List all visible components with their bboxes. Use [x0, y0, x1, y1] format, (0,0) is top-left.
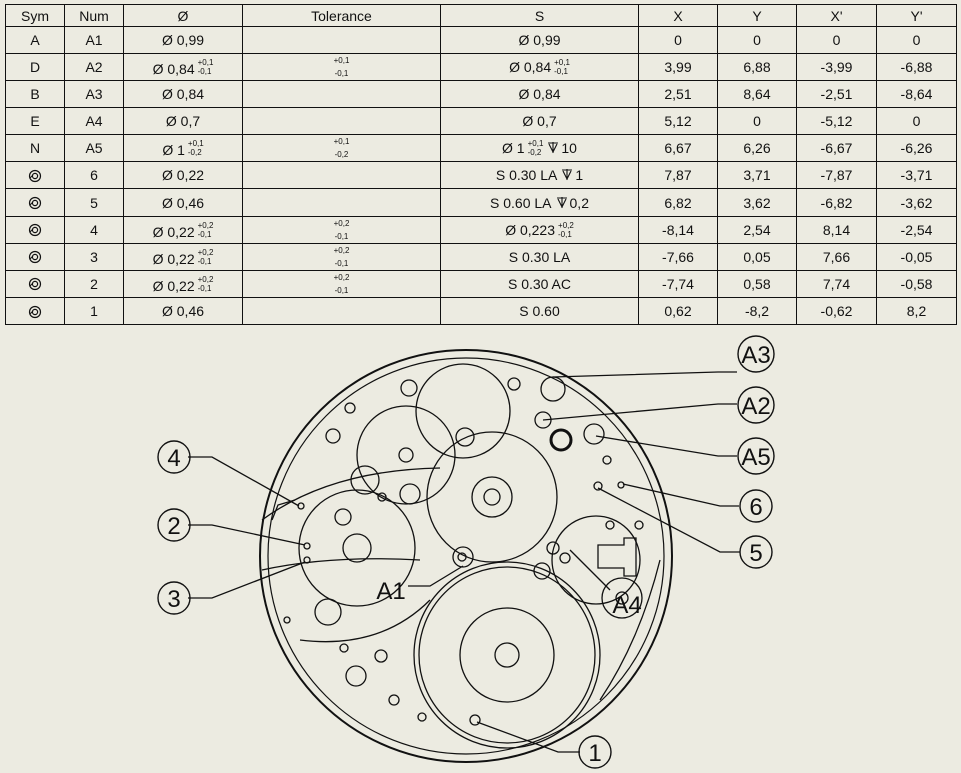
leader-a3 [553, 372, 737, 377]
diameter-value: Ø 0,22 [152, 223, 195, 240]
cell-x: 5,12 [639, 108, 718, 135]
sym-letter: E [30, 113, 40, 130]
tol-upper: +0,1 [187, 139, 204, 149]
leader-a4 [570, 550, 610, 590]
hole-a1 [453, 547, 473, 567]
diameter-value: Ø 0,99 [161, 32, 205, 49]
callout-5-label: 5 [749, 540, 763, 567]
hole-misc-11 [635, 521, 643, 529]
s-value: S 0.60 LA [490, 194, 552, 211]
cell-x: 6,82 [639, 189, 718, 216]
cell-num: 4 [65, 216, 124, 243]
hole-misc-22 [335, 509, 351, 525]
hole-misc-4 [351, 466, 379, 494]
cell-y: 6,88 [718, 54, 797, 81]
s-depth: 0,2 [569, 194, 589, 211]
hole-misc-16 [346, 666, 366, 686]
s-value: S 0.30 LA [495, 167, 558, 184]
leader-a2 [543, 404, 737, 420]
sym-letter: B [30, 86, 40, 103]
diameter-value: Ø 0,22 [161, 167, 205, 184]
tol-lower: -0,2 [187, 148, 202, 158]
leader-3 [188, 562, 305, 598]
callout-a5-label: A5 [741, 444, 771, 471]
cell-y-prime: -0,05 [877, 243, 957, 270]
diameter-value: Ø 0,7 [165, 113, 201, 130]
wheel-large-bottom-pivot [495, 643, 519, 667]
s-value: Ø 0,99 [518, 32, 561, 49]
tol-upper: +0,1 [527, 139, 544, 149]
cell-x-prime: -3,99 [797, 54, 877, 81]
cell-x-prime: 8,14 [797, 216, 877, 243]
cell-x-prime: -5,12 [797, 108, 877, 135]
hole-misc-17 [375, 650, 387, 662]
cell-x-prime: 0 [797, 27, 877, 54]
s-value: Ø 0,84 [518, 86, 561, 103]
hole-misc-10 [603, 456, 611, 464]
cell-x: 0 [639, 27, 718, 54]
hole-2 [304, 543, 310, 549]
cell-y-prime: -6,26 [877, 135, 957, 162]
hole-misc-20 [284, 617, 290, 623]
s-value: Ø 1 [502, 140, 525, 157]
cell-x-prime: -6,82 [797, 189, 877, 216]
header-sym: Sym [6, 5, 65, 27]
tol-upper: +0,1 [197, 58, 214, 68]
cell-y: 3,71 [718, 162, 797, 189]
cell-x-prime: 7,74 [797, 270, 877, 297]
hole-misc-18 [340, 644, 348, 652]
cell-x-prime: -7,87 [797, 162, 877, 189]
hole-misc-6 [400, 484, 420, 504]
cell-y: 0,05 [718, 243, 797, 270]
cell-x-prime: -0,62 [797, 297, 877, 324]
cell-num: 3 [65, 243, 124, 270]
tol-upper: +0,2 [333, 245, 350, 255]
tol-lower: -0,1 [197, 283, 212, 293]
cell-y-prime: -6,88 [877, 54, 957, 81]
tol-upper: +0,2 [197, 220, 214, 230]
cell-y: 2,54 [718, 216, 797, 243]
wheel-large-bottom-hub [460, 608, 554, 702]
diameter-value: Ø 0,22 [152, 250, 195, 267]
cell-x: 7,87 [639, 162, 718, 189]
callout-1-label: 1 [588, 740, 602, 767]
hole-misc-19 [389, 695, 399, 705]
keyless-cutout [598, 538, 636, 576]
leader-a5 [596, 436, 737, 456]
hole-misc-3 [326, 429, 340, 443]
wheel-left-pivot [343, 534, 371, 562]
diameter-value: Ø 1 [162, 142, 185, 159]
header-tolerance: Tolerance [243, 5, 441, 27]
tol-upper: +0,1 [333, 56, 350, 66]
hole-misc-23 [606, 521, 614, 529]
cell-y-prime: 0 [877, 108, 957, 135]
wheel-large-bottom-rim [419, 567, 595, 743]
cell-x: 0,62 [639, 297, 718, 324]
cell-num: A5 [65, 135, 124, 162]
s-value: Ø 0,84 [509, 59, 552, 76]
cell-num: A4 [65, 108, 124, 135]
tol-upper: +0,1 [333, 137, 350, 147]
s-depth: 10 [561, 140, 577, 157]
tol-lower: -0,2 [527, 148, 542, 158]
callout-a2-label: A2 [741, 393, 771, 420]
hole-misc-21 [418, 713, 426, 721]
tol-upper: +0,2 [558, 220, 574, 230]
tol-lower: -0,1 [554, 67, 568, 77]
callout-2-label: 2 [167, 513, 181, 540]
tol-lower: -0,1 [334, 231, 349, 241]
callout-a3-label: A3 [741, 342, 771, 369]
cell-x-prime: -2,51 [797, 81, 877, 108]
s-value: S 0.30 AC [507, 275, 572, 292]
tol-lower: -0,1 [334, 285, 349, 295]
wheel-large-bottom [414, 562, 600, 748]
cell-x: -8,14 [639, 216, 718, 243]
cell-num: 2 [65, 270, 124, 297]
cell-num: 6 [65, 162, 124, 189]
tol-lower: -0,2 [334, 150, 349, 160]
tol-upper: +0,2 [333, 272, 350, 282]
tol-upper: +0,1 [554, 58, 570, 68]
header-x: X [639, 5, 718, 27]
callout-3-label: 3 [167, 586, 181, 613]
cell-x: 2,51 [639, 81, 718, 108]
header-s: S [441, 5, 639, 27]
cell-y-prime: 0 [877, 27, 957, 54]
cell-num: 1 [65, 297, 124, 324]
s-depth: 1 [575, 167, 584, 184]
callout-4-label: 4 [167, 445, 181, 472]
tol-upper: +0,2 [333, 218, 350, 228]
header-y-prime: Y' [877, 5, 957, 27]
bridge-curve-bottom [300, 600, 430, 642]
s-value: Ø 0,7 [522, 113, 557, 130]
tol-lower: -0,1 [334, 258, 349, 268]
cell-x: -7,74 [639, 270, 718, 297]
callout-6-label: 6 [749, 494, 763, 521]
cell-y: 0 [718, 108, 797, 135]
wheel-center-hub [472, 477, 512, 517]
s-value: S 0.60 [519, 302, 560, 319]
cell-y-prime: -3,71 [877, 162, 957, 189]
cell-y-prime: -0,58 [877, 270, 957, 297]
leader-6 [623, 484, 739, 506]
header-diameter: Ø [124, 5, 243, 27]
cell-y-prime: 8,2 [877, 297, 957, 324]
tol-lower: -0,1 [197, 67, 212, 77]
cell-x-prime: -6,67 [797, 135, 877, 162]
wheel-upper [357, 406, 455, 504]
hole-misc-15 [315, 599, 341, 625]
hole-misc-1 [401, 380, 417, 396]
wheel-right [552, 516, 640, 604]
sym-letter: A [30, 32, 40, 49]
header-y: Y [718, 5, 797, 27]
hole-misc-8 [456, 428, 474, 446]
tol-lower: -0,1 [197, 229, 212, 239]
hole-1 [470, 715, 480, 725]
cell-num: A1 [65, 27, 124, 54]
sym-letter: N [29, 140, 41, 157]
tol-lower: -0,1 [197, 256, 212, 266]
hole-a5 [584, 424, 604, 444]
bridge-curve-left2 [262, 559, 420, 570]
cell-y-prime: -2,54 [877, 216, 957, 243]
diameter-value: Ø 0,22 [152, 277, 195, 294]
cell-y: -8,2 [718, 297, 797, 324]
wheel-center-pivot [484, 489, 500, 505]
cell-x-prime: 7,66 [797, 243, 877, 270]
wheel-top [416, 364, 510, 458]
s-value: S 0.30 LA [508, 248, 571, 265]
header-x-prime: X' [797, 5, 877, 27]
leader-a1 [408, 566, 463, 586]
cell-y: 0 [718, 27, 797, 54]
cell-y: 0,58 [718, 270, 797, 297]
sym-letter: D [29, 59, 41, 76]
tol-lower: -0,1 [558, 229, 572, 239]
cell-y: 3,62 [718, 189, 797, 216]
cell-y: 8,64 [718, 81, 797, 108]
callout-a4-label: A4 [612, 592, 642, 619]
cell-y-prime: -8,64 [877, 81, 957, 108]
jewel-dark [551, 430, 571, 450]
wheel-center [427, 432, 557, 562]
cell-num: A3 [65, 81, 124, 108]
tol-upper: +0,2 [197, 247, 214, 257]
cell-x: -7,66 [639, 243, 718, 270]
cell-x: 6,67 [639, 135, 718, 162]
wheel-upper-pivot [399, 448, 413, 462]
hole-6 [618, 482, 624, 488]
hole-misc-9 [508, 378, 520, 390]
hole-misc-14 [560, 553, 570, 563]
diameter-value: Ø 0,84 [161, 86, 205, 103]
tol-upper: +0,2 [197, 274, 214, 284]
hole-a3 [541, 377, 565, 401]
header-num: Num [65, 5, 124, 27]
callout-a1-label: A1 [376, 578, 406, 605]
cell-y: 6,26 [718, 135, 797, 162]
leader-2 [188, 525, 305, 545]
diameter-value: Ø 0,46 [161, 302, 205, 319]
tol-lower: -0,1 [334, 69, 349, 79]
s-value: Ø 0,223 [505, 221, 556, 238]
cell-x: 3,99 [639, 54, 718, 81]
cell-y-prime: -3,62 [877, 189, 957, 216]
hole-misc-2 [345, 403, 355, 413]
cell-num: 5 [65, 189, 124, 216]
cell-num: A2 [65, 54, 124, 81]
diameter-value: Ø 0,84 [152, 61, 195, 78]
diameter-value: Ø 0,46 [161, 194, 205, 211]
